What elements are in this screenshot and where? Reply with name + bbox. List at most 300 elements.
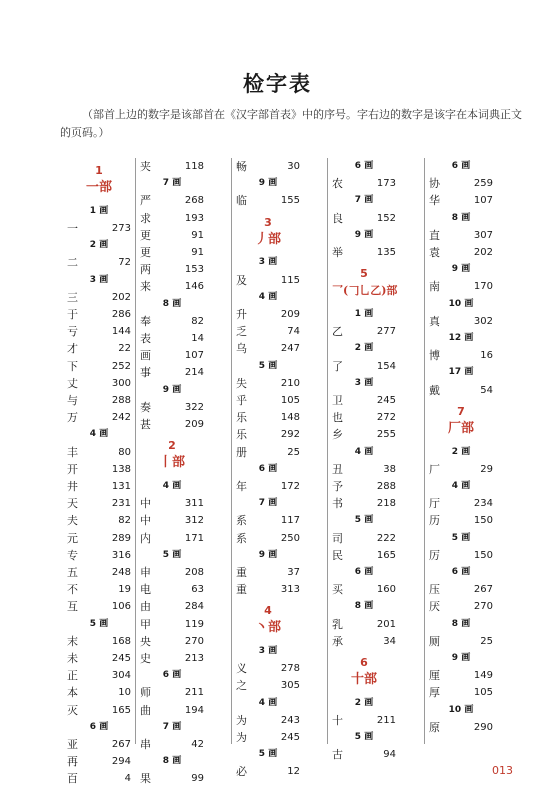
index-entry[interactable] (67, 547, 131, 564)
character: 乐 (236, 428, 248, 442)
index-entry[interactable] (140, 278, 204, 295)
stroke-count-header: 4 画 (258, 697, 278, 708)
page-ref: 277 (376, 326, 396, 338)
character: 于 (67, 307, 79, 321)
index-entry[interactable] (332, 392, 396, 409)
character: 厉 (429, 548, 441, 562)
index-entry[interactable] (429, 581, 493, 598)
page-title: 检字表 (243, 72, 312, 96)
index-entry[interactable] (236, 444, 300, 461)
index-entry[interactable] (236, 192, 300, 209)
index-entry[interactable] (429, 192, 493, 209)
character: 系 (236, 514, 248, 528)
stroke-count-header: 9 画 (451, 264, 471, 275)
character: 甚 (140, 418, 152, 431)
index-entry[interactable] (236, 158, 300, 175)
character: 元 (67, 531, 79, 545)
index-entry[interactable] (140, 261, 204, 278)
character: 甲 (140, 617, 152, 631)
index-entry[interactable] (67, 289, 131, 306)
index-entry[interactable] (332, 426, 396, 443)
index-entry[interactable] (67, 564, 131, 581)
index-entry[interactable] (67, 478, 131, 495)
character: 民 (332, 548, 344, 562)
character: 必 (236, 765, 248, 779)
index-entry[interactable] (67, 702, 131, 719)
page-ref: 245 (376, 394, 396, 406)
stroke-count-header: 4 画 (451, 480, 471, 491)
page-ref: 289 (111, 532, 131, 544)
radical-number: 4 (264, 604, 272, 618)
page-ref: 302 (473, 315, 493, 327)
stroke-count-header: 2 画 (354, 697, 374, 708)
page-ref: 231 (111, 498, 131, 510)
index-entry[interactable] (429, 719, 493, 736)
page-ref: 119 (184, 618, 204, 630)
index-entry[interactable] (332, 495, 396, 512)
index-entry[interactable] (429, 382, 493, 399)
index-entry[interactable] (332, 478, 396, 495)
page-ref: 201 (376, 618, 396, 630)
page-ref: 29 (480, 463, 493, 475)
index-entry[interactable] (140, 702, 204, 719)
index-entry[interactable] (140, 192, 204, 209)
character: 申 (140, 565, 152, 579)
character: 由 (140, 600, 152, 614)
index-entry[interactable] (236, 712, 300, 729)
index-entry[interactable] (67, 358, 131, 375)
character: 才 (67, 342, 79, 356)
index-entry[interactable] (236, 530, 300, 547)
stroke-count-header: 8 画 (451, 618, 471, 629)
stroke-count-header: 10 画 (448, 704, 474, 715)
index-entry[interactable] (140, 650, 204, 667)
index-entry[interactable] (140, 313, 204, 330)
stroke-count-header: 6 画 (162, 670, 182, 681)
character: 书 (332, 497, 344, 511)
index-entry[interactable] (67, 753, 131, 770)
character: 三 (67, 290, 79, 304)
index-entry[interactable] (140, 227, 204, 244)
character: 乳 (332, 617, 344, 631)
stroke-count-header: 4 画 (162, 480, 182, 491)
stroke-count-header: 7 画 (162, 721, 182, 732)
page-ref: 307 (473, 229, 493, 241)
character: 画 (140, 349, 152, 363)
page-ref: 168 (111, 635, 131, 647)
radical-heading (236, 214, 300, 248)
radical-label: 丿部 (254, 231, 281, 247)
index-entry[interactable] (332, 746, 396, 763)
page-ref: 149 (473, 670, 493, 682)
stroke-count-header: 2 画 (354, 343, 374, 354)
character: 也 (332, 411, 344, 425)
page-ref: 250 (280, 532, 300, 544)
stroke-count-header: 7 画 (258, 498, 278, 509)
index-entry[interactable] (140, 736, 204, 753)
page-ref: 22 (118, 343, 131, 355)
page-ref: 288 (376, 480, 396, 492)
index-entry[interactable] (67, 323, 131, 340)
character: 及 (236, 273, 248, 287)
index-entry[interactable] (67, 598, 131, 615)
page-ref: 267 (111, 738, 131, 750)
page-ref: 105 (280, 394, 300, 406)
index-entry[interactable] (429, 667, 493, 684)
character: 直 (429, 228, 441, 242)
character: 下 (67, 359, 79, 373)
stroke-count-header: 4 画 (258, 291, 278, 302)
index-entry[interactable] (236, 340, 300, 357)
page-ref: 42 (191, 738, 204, 750)
index-entry[interactable] (67, 461, 131, 478)
page-ref: 82 (191, 315, 204, 327)
character: 乡 (332, 428, 344, 442)
index-entry[interactable] (429, 684, 493, 701)
page-ref: 99 (191, 773, 204, 785)
index-entry[interactable] (332, 210, 396, 227)
character: 专 (67, 548, 79, 562)
index-entry[interactable] (67, 340, 131, 357)
character: 求 (140, 211, 152, 225)
page-ref: 284 (184, 601, 204, 613)
index-entry[interactable] (429, 512, 493, 529)
page-ref: 316 (111, 549, 131, 561)
index-column-1 (67, 158, 131, 786)
page-ref: 106 (111, 601, 131, 613)
page-ref: 267 (473, 584, 493, 596)
stroke-count-header: 3 画 (354, 377, 374, 388)
index-entry[interactable] (429, 598, 493, 615)
index-entry[interactable] (429, 244, 493, 261)
page-ref: 208 (184, 566, 204, 578)
page-ref: 91 (191, 229, 204, 241)
index-entry[interactable] (67, 495, 131, 512)
index-entry[interactable] (332, 409, 396, 426)
index-entry[interactable] (67, 770, 131, 787)
character: 丈 (67, 376, 79, 390)
index-entry[interactable] (236, 426, 300, 443)
index-entry[interactable] (236, 409, 300, 426)
index-entry[interactable] (332, 461, 396, 478)
index-entry[interactable] (332, 244, 396, 261)
index-entry[interactable] (140, 530, 204, 547)
page-ref: 252 (111, 360, 131, 372)
index-entry[interactable] (429, 278, 493, 295)
index-entry[interactable] (429, 227, 493, 244)
index-entry[interactable] (332, 358, 396, 375)
stroke-count-header: 7 画 (354, 195, 374, 206)
index-entry[interactable] (332, 530, 396, 547)
page-ref: 150 (473, 515, 493, 527)
stroke-count-header: 8 画 (162, 756, 182, 767)
stroke-count-header: 5 画 (258, 749, 278, 760)
index-entry[interactable] (429, 313, 493, 330)
stroke-count-header: 5 画 (354, 515, 374, 526)
index-entry[interactable] (236, 512, 300, 529)
character: 更 (140, 246, 152, 259)
page-ref: 245 (280, 732, 300, 744)
character: 奏 (140, 400, 152, 414)
stroke-count-header: 1 画 (89, 205, 109, 216)
page-ref: 300 (111, 377, 131, 389)
radical-heading (236, 602, 300, 636)
index-entry[interactable] (67, 254, 131, 271)
index-entry[interactable] (236, 677, 300, 694)
page-ref: 25 (480, 635, 493, 647)
index-entry[interactable] (67, 392, 131, 409)
index-entry[interactable] (332, 712, 396, 729)
page-ref: 146 (184, 281, 204, 293)
index-entry[interactable] (236, 478, 300, 495)
index-entry[interactable] (140, 495, 204, 512)
index-entry[interactable] (67, 444, 131, 461)
page-ref: 105 (473, 687, 493, 699)
index-entry[interactable] (140, 210, 204, 227)
character: 厌 (429, 600, 441, 614)
character: 丰 (67, 445, 79, 459)
character: 正 (67, 669, 79, 683)
index-entry[interactable] (140, 581, 204, 598)
character: 事 (140, 366, 152, 380)
stroke-count-header: 5 画 (451, 532, 471, 543)
index-entry[interactable] (140, 364, 204, 381)
character: 压 (429, 583, 441, 597)
index-entry[interactable] (140, 244, 204, 261)
index-entry[interactable] (67, 306, 131, 323)
index-entry[interactable] (236, 729, 300, 746)
index-entry[interactable] (429, 461, 493, 478)
radical-number: 1 (95, 164, 103, 177)
stroke-count-header: 6 画 (354, 161, 374, 171)
index-entry[interactable] (236, 272, 300, 289)
character: 奉 (140, 314, 152, 328)
index-entry[interactable] (67, 736, 131, 753)
page-ref: 107 (184, 350, 204, 362)
page-ref: 10 (118, 687, 131, 699)
index-entry[interactable] (429, 495, 493, 512)
stroke-count-header: 3 画 (258, 257, 278, 268)
stroke-count-header: 3 画 (89, 274, 109, 285)
index-entry[interactable] (140, 598, 204, 615)
character: 丑 (332, 462, 344, 476)
page-ref: 160 (376, 584, 396, 596)
radical-label: 丶部 (254, 620, 281, 636)
radical-label: 乛(𠃌乚乙)部 (332, 284, 398, 298)
page-ref: 243 (280, 714, 300, 726)
index-entry[interactable] (140, 416, 204, 433)
page-ref: 54 (480, 384, 493, 396)
column-divider (231, 158, 232, 744)
stroke-count-header: 4 画 (354, 446, 374, 457)
column-divider (327, 158, 328, 744)
index-entry[interactable] (429, 175, 493, 192)
radical-heading (67, 162, 131, 196)
character: 再 (67, 755, 79, 769)
page-ref: 211 (376, 714, 396, 726)
index-entry[interactable] (429, 347, 493, 364)
page-ref: 74 (287, 326, 300, 338)
index-entry[interactable] (236, 763, 300, 780)
index-entry[interactable] (332, 633, 396, 650)
index-entry[interactable] (332, 175, 396, 192)
character: 互 (67, 600, 79, 614)
index-entry[interactable] (332, 581, 396, 598)
index-entry[interactable] (236, 306, 300, 323)
index-entry[interactable] (236, 660, 300, 677)
page-ref: 4 (124, 773, 131, 785)
page-ref: 16 (480, 350, 493, 362)
index-entry[interactable] (332, 323, 396, 340)
index-entry[interactable] (67, 220, 131, 237)
index-entry[interactable] (140, 399, 204, 416)
page-ref: 304 (111, 670, 131, 682)
character: 义 (236, 662, 248, 676)
character: 了 (332, 359, 344, 373)
index-column-5 (429, 158, 493, 744)
page-ref: 80 (118, 446, 131, 458)
character: 厅 (429, 497, 441, 511)
index-entry[interactable] (140, 770, 204, 787)
character: 末 (67, 634, 79, 648)
radical-number: 7 (457, 404, 465, 418)
character: 戴 (429, 383, 441, 397)
page-ref: 248 (111, 566, 131, 578)
index-entry[interactable] (140, 633, 204, 650)
page-ref: 144 (111, 326, 131, 338)
index-entry[interactable] (236, 323, 300, 340)
page-ref: 30 (287, 161, 300, 172)
page-ref: 153 (184, 264, 204, 276)
page-ref: 218 (376, 498, 396, 510)
page-ref: 311 (184, 498, 204, 510)
radical-number: 2 (168, 439, 176, 453)
index-entry[interactable] (67, 409, 131, 426)
character: 严 (140, 194, 152, 208)
character: 井 (67, 479, 79, 493)
character: 历 (429, 514, 441, 528)
page-ref: 107 (473, 195, 493, 207)
radical-number: 6 (360, 655, 368, 669)
character: 南 (429, 280, 441, 294)
stroke-count-header: 8 画 (451, 212, 471, 223)
character: 夫 (67, 514, 79, 528)
page-ref: 288 (111, 394, 131, 406)
page-ref: 270 (473, 601, 493, 613)
index-entry[interactable] (236, 392, 300, 409)
index-entry[interactable] (429, 633, 493, 650)
intro-note: （部首上边的数字是该部首在《汉字部首表》中的序号。字右边的数字是该字在本词典正文的页码。） (60, 108, 522, 139)
stroke-count-header: 6 画 (451, 161, 471, 171)
page-ref: 194 (184, 704, 204, 716)
page-ref: 138 (111, 463, 131, 475)
stroke-count-header: 6 画 (354, 566, 374, 577)
index-entry[interactable] (67, 581, 131, 598)
index-entry[interactable] (236, 375, 300, 392)
page-number: 013 (492, 764, 513, 777)
radical-heading (332, 654, 396, 688)
character: 华 (429, 194, 441, 208)
page-ref: 202 (473, 247, 493, 258)
character: 表 (140, 332, 152, 345)
page-ref: 270 (184, 635, 204, 647)
page-ref: 273 (111, 222, 131, 234)
page-ref: 193 (184, 212, 204, 224)
column-divider (424, 158, 425, 744)
character: 电 (140, 583, 152, 597)
page-ref: 117 (280, 515, 300, 527)
page-ref: 173 (376, 178, 396, 190)
index-entry[interactable] (67, 633, 131, 650)
stroke-count-header: 12 画 (448, 333, 474, 343)
index-entry[interactable] (140, 512, 204, 529)
character: 卫 (332, 393, 344, 407)
stroke-count-header: 5 画 (354, 732, 374, 743)
stroke-count-header: 7 画 (162, 178, 182, 189)
page-ref: 313 (280, 584, 300, 596)
stroke-count-header: 4 画 (89, 429, 109, 440)
character: 亏 (67, 325, 79, 339)
index-entry[interactable] (67, 530, 131, 547)
index-entry[interactable] (67, 512, 131, 529)
index-entry[interactable] (236, 581, 300, 598)
page-ref: 242 (111, 412, 131, 424)
character: 亚 (67, 737, 79, 751)
page-ref: 38 (383, 463, 396, 475)
page-ref: 234 (473, 498, 493, 510)
stroke-count-header: 5 画 (162, 549, 182, 560)
character: 为 (236, 713, 248, 727)
page-ref: 202 (111, 291, 131, 303)
index-entry[interactable] (67, 667, 131, 684)
character: 不 (67, 583, 79, 597)
index-entry[interactable] (140, 347, 204, 364)
character: 升 (236, 307, 248, 321)
index-entry[interactable] (332, 547, 396, 564)
radical-heading (332, 265, 396, 299)
index-entry[interactable] (140, 616, 204, 633)
page-ref: 210 (280, 377, 300, 389)
character: 袁 (429, 246, 441, 259)
character: 厚 (429, 686, 441, 700)
index-entry[interactable] (67, 375, 131, 392)
index-entry[interactable] (332, 616, 396, 633)
character: 协 (429, 177, 441, 191)
index-entry[interactable] (236, 564, 300, 581)
page-ref: 222 (376, 532, 396, 544)
page-ref: 286 (111, 308, 131, 320)
index-entry[interactable] (67, 684, 131, 701)
index-entry[interactable] (429, 547, 493, 564)
character: 开 (67, 462, 79, 476)
index-entry[interactable] (140, 158, 204, 175)
character: 承 (332, 634, 344, 648)
index-entry[interactable] (140, 564, 204, 581)
radical-label: 十部 (350, 671, 377, 687)
character: 天 (67, 497, 79, 511)
index-column-3 (236, 158, 300, 779)
index-entry[interactable] (140, 330, 204, 347)
character: 两 (140, 263, 152, 277)
character: 乙 (332, 325, 344, 339)
index-entry[interactable] (67, 650, 131, 667)
page-ref: 272 (376, 412, 396, 424)
stroke-count-header: 3 画 (258, 646, 278, 657)
character: 中 (140, 497, 152, 511)
index-entry[interactable] (140, 684, 204, 701)
page-ref: 82 (118, 515, 131, 527)
character: 重 (236, 583, 248, 597)
